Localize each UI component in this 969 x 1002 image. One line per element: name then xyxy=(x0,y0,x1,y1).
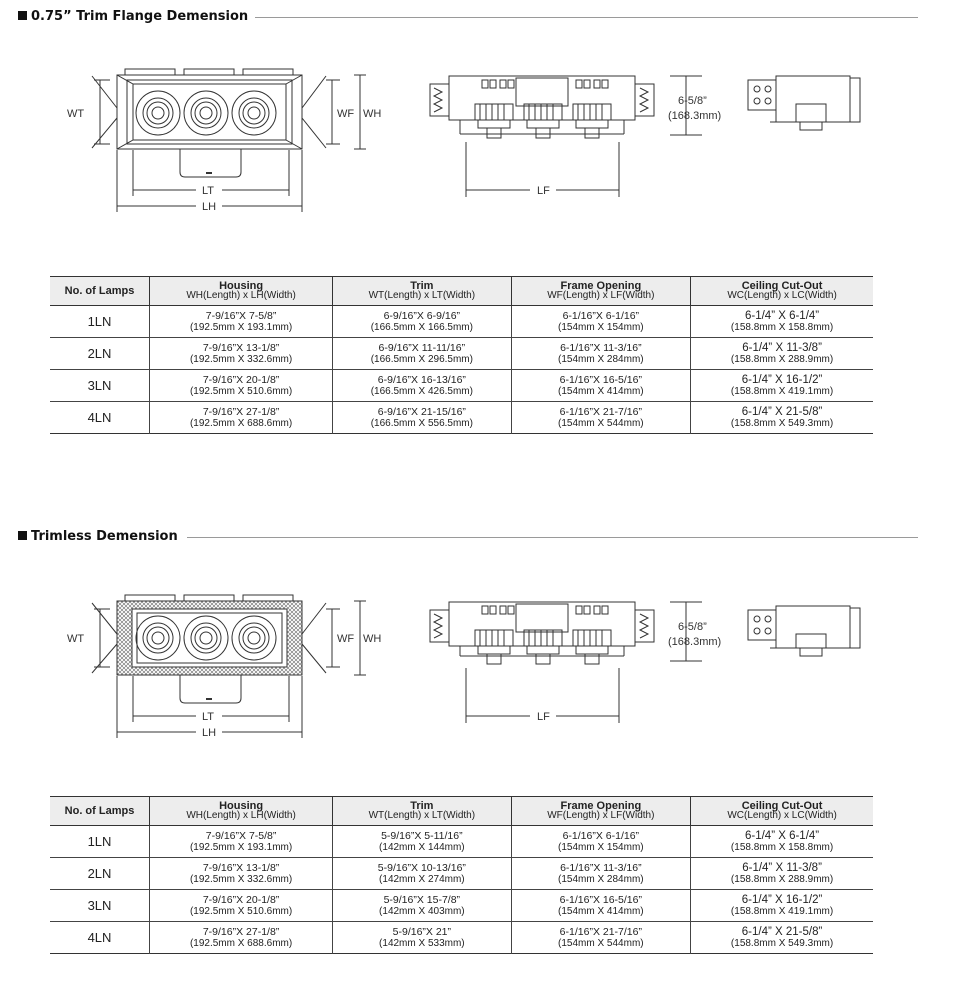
trim-flange-drawings xyxy=(0,0,969,230)
end-view-drawing xyxy=(748,76,860,130)
header-frame-opening: Frame Opening WF(Length) x LF(Width) xyxy=(511,277,691,306)
table-row xyxy=(50,890,873,922)
trim-cell: 6-9/16”X 16-13/16” (166.5mm X 426.5mm) xyxy=(333,370,511,402)
wt-label: WT xyxy=(67,633,85,645)
housing-cell: 7-9/16”X 27-1/8” (192.5mm X 688.6mm) xyxy=(150,922,333,954)
table-row xyxy=(50,306,873,338)
table-header-row xyxy=(50,797,873,826)
height-inch-label: 6-5/8” xyxy=(678,621,707,633)
lamp-circles xyxy=(136,91,276,135)
trim-cell: 5-9/16”X 5-11/16” (142mm X 144mm) xyxy=(333,826,511,858)
wh-label: WH xyxy=(363,108,382,120)
end-view-drawing xyxy=(748,606,860,656)
trim-spec-table xyxy=(50,276,873,434)
lf-label: LF xyxy=(537,711,550,723)
frame-cell: 6-1/16”X 16-5/16” (154mm X 414mm) xyxy=(511,370,691,402)
cut-out-cell: 6-1/4” X 6-1/4” (158.8mm X 158.8mm) xyxy=(691,306,873,338)
trimless-drawings xyxy=(0,520,969,750)
cut-out-cell: 6-1/4” X 11-3/8” (158.8mm X 288.9mm) xyxy=(691,858,873,890)
frame-cell: 6-1/16”X 11-3/16” (154mm X 284mm) xyxy=(511,858,691,890)
lamps-cell: 1LN xyxy=(50,306,150,338)
table-row xyxy=(50,922,873,954)
frame-cell: 6-1/16”X 6-1/16” (154mm X 154mm) xyxy=(511,306,691,338)
height-mm-label: (168.3mm) xyxy=(668,636,722,648)
header-frame-opening: Frame Opening WF(Length) x LF(Width) xyxy=(511,797,691,826)
top-view-drawing xyxy=(92,69,366,212)
header-housing: Housing WH(Length) x LH(Width) xyxy=(150,277,333,306)
wt-label: WT xyxy=(67,108,85,120)
cut-out-cell: 6-1/4” X 6-1/4” (158.8mm X 158.8mm) xyxy=(691,826,873,858)
header-lamps: No. of Lamps xyxy=(50,797,150,826)
frame-cell: 6-1/16”X 21-7/16” (154mm X 544mm) xyxy=(511,402,691,434)
trim-cell: 6-9/16”X 11-11/16” (166.5mm X 296.5mm) xyxy=(333,338,511,370)
header-ceiling-cut-out: Ceiling Cut-Out WC(Length) x LC(Width) xyxy=(691,797,873,826)
header-trim: Trim WT(Length) x LT(Width) xyxy=(333,277,511,306)
table-row xyxy=(50,858,873,890)
housing-cell: 7-9/16”X 20-1/8” (192.5mm X 510.6mm) xyxy=(150,890,333,922)
table-row xyxy=(50,370,873,402)
side-view-drawing xyxy=(430,602,702,723)
side-view-drawing xyxy=(430,76,702,197)
cut-out-cell: 6-1/4” X 21-5/8” (158.8mm X 549.3mm) xyxy=(691,402,873,434)
trim-cell: 5-9/16”X 21” (142mm X 533mm) xyxy=(333,922,511,954)
cut-out-cell: 6-1/4” X 16-1/2” (158.8mm X 419.1mm) xyxy=(691,370,873,402)
header-lamps: No. of Lamps xyxy=(50,277,150,306)
housing-cell: 7-9/16”X 20-1/8” (192.5mm X 510.6mm) xyxy=(150,370,333,402)
trim-cell: 6-9/16”X 6-9/16” (166.5mm X 166.5mm) xyxy=(333,306,511,338)
housing-cell: 7-9/16”X 13-1/8” (192.5mm X 332.6mm) xyxy=(150,858,333,890)
lamps-cell: 3LN xyxy=(50,370,150,402)
wh-label: WH xyxy=(363,633,382,645)
table-row xyxy=(50,826,873,858)
lamps-cell: 2LN xyxy=(50,338,150,370)
lt-label: LT xyxy=(202,711,215,723)
height-mm-label: (168.3mm) xyxy=(668,110,722,122)
frame-cell: 6-1/16”X 21-7/16” (154mm X 544mm) xyxy=(511,922,691,954)
trim-cell: 5-9/16”X 15-7/8” (142mm X 403mm) xyxy=(333,890,511,922)
top-view-drawing xyxy=(92,595,366,738)
housing-cell: 7-9/16”X 7-5/8” (192.5mm X 193.1mm) xyxy=(150,306,333,338)
cut-out-cell: 6-1/4” X 16-1/2” (158.8mm X 419.1mm) xyxy=(691,890,873,922)
table-header-row xyxy=(50,277,873,306)
cut-out-cell: 6-1/4” X 11-3/8” (158.8mm X 288.9mm) xyxy=(691,338,873,370)
housing-cell: 7-9/16”X 27-1/8” (192.5mm X 688.6mm) xyxy=(150,402,333,434)
frame-cell: 6-1/16”X 16-5/16” (154mm X 414mm) xyxy=(511,890,691,922)
lamps-cell: 3LN xyxy=(50,890,150,922)
lf-label: LF xyxy=(537,185,550,197)
lh-label: LH xyxy=(202,727,217,739)
trim-cell: 6-9/16”X 21-15/16” (166.5mm X 556.5mm) xyxy=(333,402,511,434)
lamps-cell: 1LN xyxy=(50,826,150,858)
cut-out-cell: 6-1/4” X 21-5/8” (158.8mm X 549.3mm) xyxy=(691,922,873,954)
trimless-spec-table xyxy=(50,796,873,954)
lamps-cell: 4LN xyxy=(50,922,150,954)
header-ceiling-cut-out: Ceiling Cut-Out WC(Length) x LC(Width) xyxy=(691,277,873,306)
lt-label: LT xyxy=(202,185,215,197)
wf-label: WF xyxy=(337,633,355,645)
header-trim: Trim WT(Length) x LT(Width) xyxy=(333,797,511,826)
housing-cell: 7-9/16”X 7-5/8” (192.5mm X 193.1mm) xyxy=(150,826,333,858)
table-row xyxy=(50,338,873,370)
header-housing: Housing WH(Length) x LH(Width) xyxy=(150,797,333,826)
housing-cell: 7-9/16”X 13-1/8” (192.5mm X 332.6mm) xyxy=(150,338,333,370)
table-row xyxy=(50,402,873,434)
lamps-cell: 2LN xyxy=(50,858,150,890)
section-title: Trimless Demension xyxy=(31,529,178,544)
lh-label: LH xyxy=(202,201,217,213)
frame-cell: 6-1/16”X 11-3/16” (154mm X 284mm) xyxy=(511,338,691,370)
lamp-modules xyxy=(475,104,611,138)
wf-label: WF xyxy=(337,108,355,120)
trim-cell: 5-9/16”X 10-13/16” (142mm X 274mm) xyxy=(333,858,511,890)
frame-cell: 6-1/16”X 6-1/16” (154mm X 154mm) xyxy=(511,826,691,858)
lamp-modules xyxy=(475,630,611,664)
lamps-cell: 4LN xyxy=(50,402,150,434)
height-inch-label: 6-5/8” xyxy=(678,95,707,107)
section-title: 0.75” Trim Flange Demension xyxy=(31,9,249,24)
